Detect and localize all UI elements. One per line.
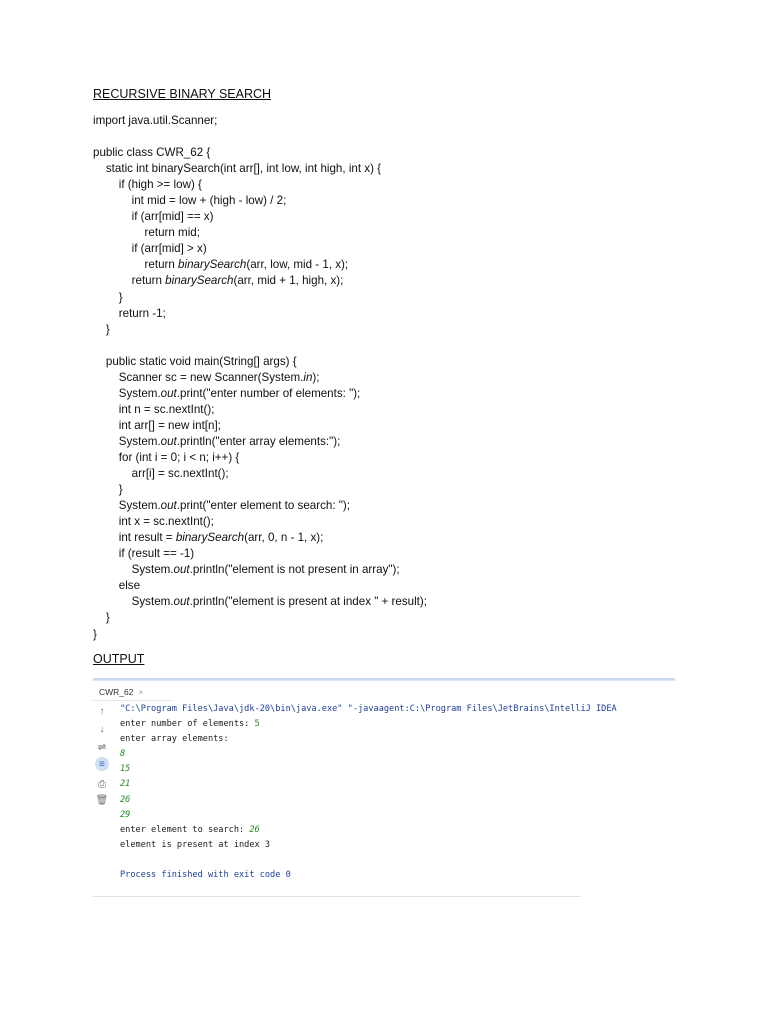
code-line: [93, 610, 427, 626]
code-line: [93, 273, 427, 289]
code-italic-token: out: [160, 499, 177, 513]
code-text: return: [93, 258, 179, 272]
code-text: import java.util.Scanner;: [93, 114, 218, 127]
code-text: int n = sc.nextInt();: [93, 402, 215, 416]
code-line: [93, 578, 427, 594]
code-line: [93, 322, 427, 338]
code-line: [93, 145, 427, 161]
code-line: [93, 241, 427, 257]
code-line: [93, 434, 427, 450]
console-tab[interactable]: [97, 684, 143, 700]
code-text: (arr, mid + 1, high, x);: [233, 274, 344, 288]
console-text: enter number of elements:: [120, 719, 255, 730]
code-line: [93, 514, 427, 530]
code-italic-token: out: [160, 386, 177, 400]
code-text: if (high >= low) {: [93, 178, 202, 192]
code-text: );: [312, 370, 320, 384]
console-text: 8: [120, 749, 126, 760]
console-line: [120, 808, 617, 823]
code-italic-token: in: [303, 370, 313, 384]
code-text: System.: [93, 563, 174, 577]
console-top-border: [93, 678, 675, 681]
code-line: [93, 338, 427, 354]
code-text: .println("element is present at index " + result);: [189, 595, 427, 609]
code-text: static int binarySearch(int arr[], int low, int high, int x) {: [93, 162, 382, 176]
code-line: [93, 498, 427, 514]
code-text: public static void main(String[] args) {: [93, 354, 297, 368]
console-line: [120, 717, 617, 732]
code-text: }: [93, 611, 110, 625]
code-text: System.: [93, 595, 174, 609]
console-line: [120, 747, 617, 762]
arrow-down-icon[interactable]: ↓: [99, 723, 105, 735]
console-text: 21: [120, 779, 131, 790]
code-line: [93, 225, 427, 241]
console-line: [120, 732, 617, 747]
code-line: [93, 530, 427, 546]
code-text: System.: [93, 499, 161, 513]
code-line: [93, 482, 427, 498]
console-text: 15: [120, 764, 131, 775]
code-line: [93, 466, 427, 482]
code-text: int x = sc.nextInt();: [93, 515, 214, 529]
console-text: "C:\Program Files\Java\jdk-20\bin\java.exe" "-javaagent:C:\Program Files\JetBrains\IntelliJ IDEA: [120, 704, 617, 714]
code-text: int mid = low + (high - low) / 2;: [93, 194, 287, 208]
code-text: for (int i = 0; i < n; i++) {: [93, 450, 240, 464]
arrow-up-icon[interactable]: ↑: [99, 705, 105, 717]
code-text: }: [93, 627, 97, 641]
console-text: enter element to search:: [120, 824, 250, 835]
code-line: [93, 177, 427, 193]
code-text: }: [93, 290, 123, 304]
code-text: return: [93, 274, 166, 288]
code-text: System.: [93, 434, 161, 448]
code-italic-token: binarySearch: [165, 274, 234, 288]
code-text: public class CWR_62 {: [93, 146, 211, 160]
code-italic-token: out: [173, 595, 190, 609]
code-text: int arr[] = new int[n];: [93, 418, 221, 432]
console-text: Process finished with exit code 0: [120, 870, 291, 881]
console-screenshot: [93, 678, 675, 897]
console-text: element is present at index 3: [120, 839, 271, 850]
code-line: [93, 161, 427, 177]
close-icon[interactable]: ×: [138, 687, 144, 697]
code-text: System.: [93, 386, 161, 400]
code-italic-token: binarySearch: [175, 531, 245, 545]
code-text: }: [93, 483, 123, 497]
code-italic-token: out: [160, 434, 177, 448]
code-line: [93, 418, 427, 434]
code-text: Scanner sc = new Scanner(System.: [93, 370, 304, 384]
console-line: [120, 762, 617, 777]
code-text: arr[i] = sc.nextInt();: [93, 467, 229, 481]
code-line: [93, 129, 427, 145]
code-text: if (arr[mid] > x): [93, 242, 207, 256]
console-line: [120, 838, 617, 853]
console-line: [120, 853, 617, 868]
code-text: return -1;: [93, 306, 166, 320]
console-text: 29: [120, 809, 131, 820]
trash-icon[interactable]: 🗑: [95, 794, 109, 806]
code-line: [93, 562, 427, 578]
console-line: [120, 702, 617, 717]
code-text: (arr, 0, n - 1, x);: [244, 531, 324, 545]
code-line: [93, 450, 427, 466]
code-text: if (arr[mid] == x): [93, 210, 214, 224]
code-line: [93, 594, 427, 610]
console-tab-label: CWR_62: [99, 687, 134, 697]
document-title: RECURSIVE BINARY SEARCH: [93, 87, 272, 101]
code-text: }: [93, 322, 110, 336]
output-heading: OUTPUT: [93, 652, 145, 666]
console-text: 26: [120, 794, 131, 805]
code-text: int result =: [93, 531, 176, 545]
code-text: return mid;: [93, 226, 200, 240]
console-line: [120, 777, 617, 792]
console-text: 5: [254, 719, 260, 730]
code-line: [93, 193, 427, 209]
code-line: [93, 306, 427, 322]
code-text: if (result == -1): [93, 547, 195, 561]
print-icon[interactable]: ⎙: [98, 778, 106, 790]
code-text: (arr, low, mid - 1, x);: [246, 258, 349, 272]
code-text: .print("enter element to search: ");: [176, 499, 350, 513]
tab-divider: [93, 700, 173, 701]
console-text: enter array elements:: [120, 734, 229, 745]
console-text: 26: [249, 824, 260, 835]
code-line: [93, 209, 427, 225]
console-output: [120, 702, 617, 883]
code-text: .println("enter array elements:");: [176, 434, 341, 448]
code-italic-token: binarySearch: [178, 258, 247, 272]
console-line: [120, 793, 617, 808]
console-line: [120, 823, 617, 838]
console-bottom-border: [93, 896, 581, 897]
code-line: [93, 257, 427, 273]
code-line: [93, 370, 427, 386]
console-line: [120, 868, 617, 883]
code-line: [93, 113, 427, 129]
soft-wrap-icon[interactable]: ⇌: [97, 741, 107, 753]
scroll-to-end-icon[interactable]: ≡: [95, 757, 109, 771]
code-text: .println("element is not present in array");: [189, 563, 400, 577]
code-line: [93, 402, 427, 418]
code-line: [93, 627, 427, 643]
code-listing: [93, 113, 427, 643]
code-line: [93, 546, 427, 562]
code-italic-token: out: [173, 563, 190, 577]
code-text: .print("enter number of elements: ");: [176, 386, 361, 400]
code-text: else: [93, 579, 141, 593]
code-line: [93, 386, 427, 402]
code-line: [93, 354, 427, 370]
code-line: [93, 290, 427, 306]
